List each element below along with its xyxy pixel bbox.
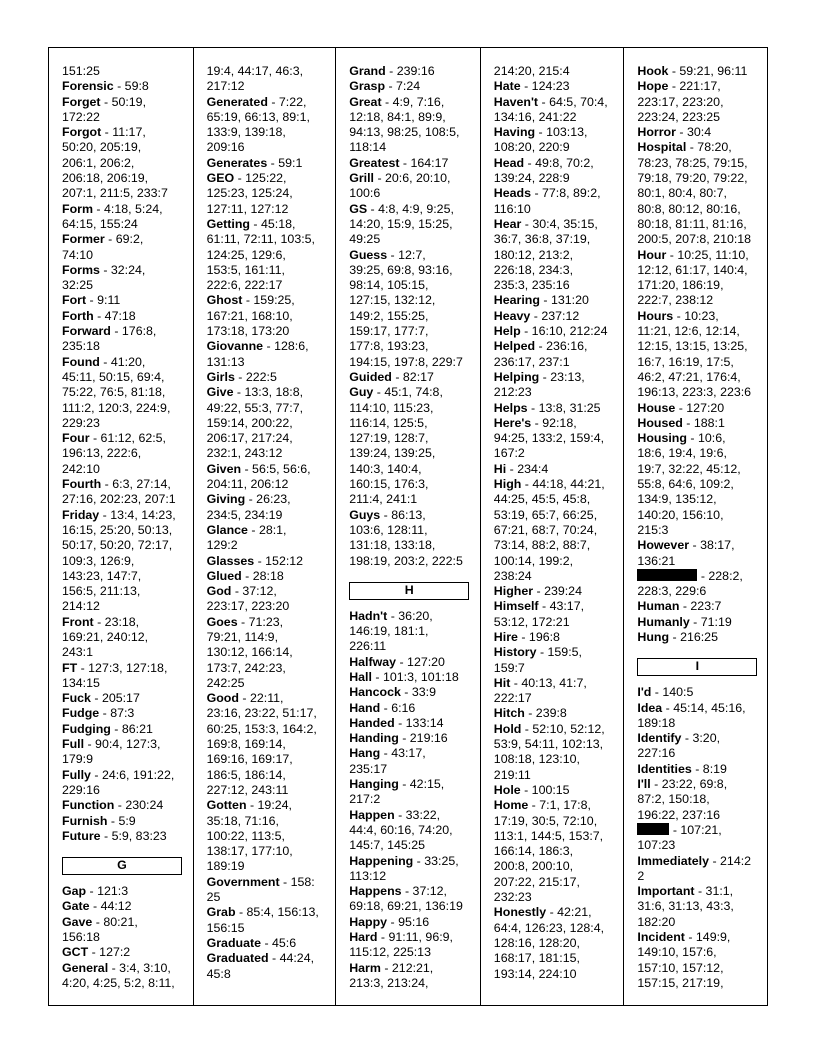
index-entry: Hope - 221:17, 223:17, 223:20, 223:24, 223:25 xyxy=(637,79,724,124)
index-term: History xyxy=(493,645,537,660)
index-entry: Given - 56:5, 56:6, 204:11, 206:12 xyxy=(206,461,311,492)
index-term: Housed xyxy=(637,415,683,430)
index-entry: Fully - 24:6, 191:22, 229:16 xyxy=(62,767,175,797)
index-entry: 19:4, 44:17, 46:3, 217:12 xyxy=(206,64,304,94)
index-term: Hour xyxy=(637,247,667,262)
index-term: Fully xyxy=(62,767,91,782)
index-term: Forgot xyxy=(62,125,102,140)
index-entry: Hall - 101:3, 101:18 xyxy=(349,669,459,684)
index-term: Front xyxy=(62,614,94,629)
index-term: Hi xyxy=(493,461,507,476)
index-entry: Himself - 43:17, 53:12, 172:21 xyxy=(493,599,585,629)
index-term: Great xyxy=(349,94,382,109)
index-entry: Girls - 222:5 xyxy=(206,369,277,384)
index-term: I'd xyxy=(637,685,652,700)
index-term: Having xyxy=(493,125,536,140)
index-term: Hole xyxy=(493,782,521,797)
index-entry: Hate - 124:23 xyxy=(493,79,570,94)
index-entry: Fudge - 87:3 xyxy=(62,706,135,721)
index-term: GEO xyxy=(206,171,235,186)
index-entry: Here's - 92:18, 94:25, 133:2, 159:4, 167:2 xyxy=(493,415,605,461)
index-term: Gave xyxy=(62,914,93,929)
index-term: Fourth xyxy=(62,477,102,492)
index-entry: Hang - 43:17, 235:17 xyxy=(349,746,426,776)
index-entry: Forth - 47:18 xyxy=(62,308,136,323)
index-entry: Government - 158: 25 xyxy=(206,874,315,905)
index-term: Honestly xyxy=(493,905,547,920)
index-entry: Function - 230:24 xyxy=(62,798,164,813)
index-entry: 151:25 xyxy=(62,64,100,78)
index-entry: Hi - 234:4 xyxy=(493,461,549,476)
index-term: Fudge xyxy=(62,706,100,721)
index-entry: Greatest - 164:17 xyxy=(349,155,449,170)
index-entry: Ghost - 159:25, 167:21, 168:10, 173:18, 173:20 xyxy=(206,293,295,339)
index-entry: Higher - 239:24 xyxy=(493,584,582,599)
index-term: Gap xyxy=(62,884,87,899)
index-term: Four xyxy=(62,431,90,446)
index-entry: Fudging - 86:21 xyxy=(62,721,153,736)
index-entry: Hospital - 78:20, 78:23, 78:25, 79:15, 79:18, 79:20, 79:22, 80:1, 80:4, 80:7, 80:8, 80:12, 80:16, 80:18, 81:11, 81:16, 200:5, 207:8, 210:18 xyxy=(637,140,752,247)
index-term: Idea xyxy=(637,700,663,715)
index-column-1 xyxy=(49,48,193,1005)
index-term: Forms xyxy=(62,262,100,277)
index-term: Horror xyxy=(637,125,676,140)
index-term: Hall xyxy=(349,669,372,684)
index-term: Happy xyxy=(349,914,388,929)
index-term: Handed xyxy=(349,715,395,730)
index-entry: Grill - 20:6, 20:10, 100:6 xyxy=(349,171,451,201)
index-entry: - 107:21, 107:23 xyxy=(637,822,722,853)
index-entry: Form - 4:18, 5:24, 64:15, 155:24 xyxy=(62,201,163,231)
index-term: Gotten xyxy=(206,798,247,813)
index-term: Graduate xyxy=(206,935,261,950)
index-term: Getting xyxy=(206,216,250,231)
index-term: Government xyxy=(206,874,280,889)
index-term: Ghost xyxy=(206,293,243,308)
index-entry: Gap - 121:3 xyxy=(62,884,129,899)
index-entry: Hung - 216:25 xyxy=(637,629,718,644)
index-term: Fudging xyxy=(62,721,111,736)
index-entry: Heavy - 237:12 xyxy=(493,308,580,323)
index-term: Happening xyxy=(349,853,414,868)
index-entry: Giving - 26:23, 234:5, 234:19 xyxy=(206,492,291,522)
index-term: Future xyxy=(62,828,101,843)
index-entry: Glance - 28:1, 129:2 xyxy=(206,522,287,553)
index-entry: However - 38:17, 136:21 xyxy=(637,538,735,568)
index-term: God xyxy=(206,584,232,599)
index-term: Hanging xyxy=(349,777,399,792)
index-term: Generated xyxy=(206,94,268,109)
index-term: Hancock xyxy=(349,685,401,700)
index-term: Identify xyxy=(637,731,682,746)
index-term: Home xyxy=(493,798,529,813)
index-term: Full xyxy=(62,737,85,752)
index-entry: Glasses - 152:12 xyxy=(206,553,304,568)
index-term: Hard xyxy=(349,930,378,945)
index-entry: Help - 16:10, 212:24 xyxy=(493,324,608,339)
index-term: Grill xyxy=(349,171,374,186)
index-entry: Helps - 13:8, 31:25 xyxy=(493,400,601,415)
index-term: Hung xyxy=(637,629,670,644)
index-entry: Forget - 50:19, 172:22 xyxy=(62,94,147,124)
index-entry: Former - 69:2, 74:10 xyxy=(62,232,144,262)
index-entry: Handed - 133:14 xyxy=(349,715,444,730)
index-entry: Forward - 176:8, 235:18 xyxy=(62,324,157,354)
index-entry: Goes - 71:23, 79:21, 114:9, 130:12, 166:14, 173:7, 242:23, 242:25 xyxy=(206,614,293,690)
section-letter-header: G xyxy=(62,857,182,875)
index-entry: Hanging - 42:15, 217:2 xyxy=(349,777,445,807)
index-entry: Forgot - 11:17, 50:20, 205:19, 206:1, 206:2, 206:18, 206:19, 207:1, 211:5, 233:7 xyxy=(62,125,168,201)
index-term: Hours xyxy=(637,308,674,323)
index-term: Fuck xyxy=(62,691,91,706)
index-entry: FT - 127:3, 127:18, 134:15 xyxy=(62,660,168,690)
index-entry: Home - 7:1, 17:8, 17:19, 30:5, 72:10, 113:1, 144:5, 153:7, 166:14, 186:3, 200:8, 200:10, 207:22, 215:17, 232:23 xyxy=(493,798,604,905)
index-entry: Harm - 212:21, 213:3, 213:24, xyxy=(349,960,434,990)
index-term: Fort xyxy=(62,293,87,308)
index-entry: Hear - 30:4, 35:15, 36:7, 36:8, 37:19, 180:12, 213:2, 226:18, 234:3, 235:3, 235:16 xyxy=(493,216,598,293)
index-entry: Fuck - 205:17 xyxy=(62,691,140,706)
index-term: Hold xyxy=(493,721,522,736)
index-entry: GS - 4:8, 4:9, 9:25, 14:20, 15:9, 15:25, 49:25 xyxy=(349,201,454,247)
index-term: Halfway xyxy=(349,654,397,669)
index-entry: Haven't - 64:5, 70:4, 134:16, 241:22 xyxy=(493,94,608,124)
index-entry: Full - 90:4, 127:3, 179:9 xyxy=(62,737,161,767)
index-term: Hit xyxy=(493,675,511,690)
index-term: Harm xyxy=(349,960,381,975)
index-term: Humanly xyxy=(637,614,690,629)
index-term: Help xyxy=(493,324,521,339)
index-entry: Hard - 91:11, 96:9, 115:12, 225:13 xyxy=(349,930,453,960)
index-entry: Four - 61:12, 62:5, 196:13, 222:6, 242:10 xyxy=(62,431,166,476)
index-entry: Forensic - 59:8 xyxy=(62,79,149,94)
index-entry: General - 3:4, 3:10, 4:20, 4:25, 5:2, 8:11, xyxy=(62,960,175,990)
index-entry: Grab - 85:4, 156:13, 156:15 xyxy=(206,905,319,935)
index-page-frame xyxy=(48,47,768,1006)
index-column-5 xyxy=(623,48,767,1005)
index-term: Function xyxy=(62,798,115,813)
redaction-block xyxy=(637,823,669,835)
index-entry: Gave - 80:21, 156:18 xyxy=(62,914,138,945)
index-entry: Happens - 37:12, 69:18, 69:21, 136:19 xyxy=(349,884,463,914)
index-entry: Hitch - 239:8 xyxy=(493,706,567,721)
index-term: Higher xyxy=(493,584,534,599)
index-term: However xyxy=(637,538,690,553)
index-entry: Hand - 6:16 xyxy=(349,700,416,715)
index-term: Forward xyxy=(62,324,111,339)
index-term: Give xyxy=(206,385,234,400)
index-entry: Handing - 219:16 xyxy=(349,731,448,746)
index-entry: Happening - 33:25, 113:12 xyxy=(349,853,459,883)
index-term: Happen xyxy=(349,807,395,822)
index-entry: Hour - 10:25, 11:10, 12:12, 61:17, 140:4, 171:20, 186:19, 222:7, 238:12 xyxy=(637,247,749,308)
index-term: Giovanne xyxy=(206,339,264,354)
index-term: Hope xyxy=(637,79,669,94)
index-entry: Happen - 33:22, 44:4, 60:16, 74:20, 145:7, 145:25 xyxy=(349,807,453,853)
index-entry: Human - 223:7 xyxy=(637,599,722,614)
index-entry: - 228:2, 228:3, 229:6 xyxy=(637,568,743,599)
index-term: House xyxy=(637,400,676,415)
index-term: Good xyxy=(206,691,239,706)
index-entry: High - 44:18, 44:21, 44:25, 45:5, 45:8, 53:19, 65:7, 66:25, 67:21, 68:7, 70:24, 73:14, 88:2, 88:7, 100:14, 199:2, 238:24 xyxy=(493,477,605,583)
index-term: Identities xyxy=(637,761,692,776)
index-term: Helps xyxy=(493,400,528,415)
index-entry: Hold - 52:10, 52:12, 53:9, 54:11, 102:13, 108:18, 123:10, 219:11 xyxy=(493,721,605,782)
index-term: Girls xyxy=(206,369,235,384)
index-term: Hearing xyxy=(493,293,540,308)
index-term: GCT xyxy=(62,945,89,960)
index-entry: I'll - 23:22, 69:8, 87:2, 150:18, 196:22, 237:16 xyxy=(637,777,728,822)
index-entry: Generates - 59:1 xyxy=(206,155,303,170)
index-entry: Heads - 77:8, 89:2, 116:10 xyxy=(493,186,601,216)
index-term: Haven't xyxy=(493,94,539,109)
index-term: High xyxy=(493,477,522,492)
index-entry: Found - 41:20, 45:11, 50:15, 69:4, 75:22, 76:5, 81:18, 111:2, 120:3, 224:9, 229:23 xyxy=(62,354,171,430)
index-term: Incident xyxy=(637,930,685,945)
index-entry: Graduate - 45:6 xyxy=(206,935,297,950)
index-term: Hate xyxy=(493,79,521,94)
section-letter-header: H xyxy=(349,582,469,600)
index-entry: Hook - 59:21, 96:11 xyxy=(637,64,748,78)
index-term: Handing xyxy=(349,731,399,746)
index-entry: God - 37:12, 223:17, 223:20 xyxy=(206,584,290,614)
index-entry: Getting - 45:18, 61:11, 72:11, 103:5, 124:25, 129:6, 153:5, 161:11, 222:6, 222:17 xyxy=(206,216,315,293)
index-term: Grand xyxy=(349,64,386,78)
index-column-3 xyxy=(335,48,480,1005)
index-term: Forget xyxy=(62,94,101,109)
index-entry: Important - 31:1, 31:6, 31:13, 43:3, 182:20 xyxy=(637,884,734,929)
index-entry: Idea - 45:14, 45:16, 189:18 xyxy=(637,700,746,730)
index-term: Hear xyxy=(493,216,522,231)
index-entry: History - 159:5, 159:7 xyxy=(493,645,582,675)
index-term: Hadn't xyxy=(349,608,388,623)
index-entry: Helped - 236:16, 236:17, 237:1 xyxy=(493,339,588,369)
index-entry: Head - 49:8, 70:2, 139:24, 228:9 xyxy=(493,155,594,186)
index-column-4 xyxy=(480,48,624,1005)
index-term: Glasses xyxy=(206,553,255,568)
index-entry: Housing - 10:6, 18:6, 19:4, 19:6, 19:7, 32:22, 45:12, 55:8, 64:6, 109:2, 134:9, 135:12, 140:20, 156:10, 215:3 xyxy=(637,431,741,537)
index-term: GS xyxy=(349,201,368,216)
index-term: Helping xyxy=(493,369,540,384)
index-term: Immediately xyxy=(637,853,710,868)
index-entry: Guided - 82:17 xyxy=(349,369,434,384)
index-term: Hitch xyxy=(493,706,525,721)
index-entry: Graduated - 44:24, 45:8 xyxy=(206,951,315,981)
index-entry: Happy - 95:16 xyxy=(349,914,430,929)
index-entry: Giovanne - 128:6, 131:13 xyxy=(206,339,309,369)
index-entry: Hancock - 33:9 xyxy=(349,685,436,700)
index-entry: Gate - 44:12 xyxy=(62,899,132,914)
index-entry: Glued - 28:18 xyxy=(206,568,284,583)
index-entry: Identify - 3:20, 227:16 xyxy=(637,731,721,761)
section-letter-header: I xyxy=(637,658,757,676)
index-entry: House - 127:20 xyxy=(637,400,725,415)
index-entry: 214:20, 215:4 xyxy=(493,64,570,78)
index-term: Found xyxy=(62,354,100,369)
index-entry: Guess - 12:7, 39:25, 69:8, 93:16, 98:14, 105:15, 127:15, 132:12, 149:2, 155:25, 159:17, 177:7, 177:8, 193:23, 194:15, 197:8, 229:7 xyxy=(349,247,463,369)
index-entry: Gotten - 19:24, 35:18, 71:16, 100:22, 113:5, 138:17, 177:10, 189:19 xyxy=(206,798,293,874)
index-entry: Hadn't - 36:20, 146:19, 181:1, 226:11 xyxy=(349,608,433,654)
index-term: Heavy xyxy=(493,308,531,323)
index-term: Graduated xyxy=(206,951,269,966)
index-entry: Good - 22:11, 23:16, 23:22, 51:17, 60:25, 153:3, 164:2, 169:8, 169:14, 169:16, 169:17, 186:5, 186:14, 227:12, 243:11 xyxy=(206,691,317,797)
index-term: Glance xyxy=(206,522,248,537)
index-entry: GCT - 127:2 xyxy=(62,945,131,960)
index-term: Glued xyxy=(206,568,242,583)
index-term: Generates xyxy=(206,155,268,170)
index-entry: Forms - 32:24, 32:25 xyxy=(62,262,146,293)
index-entry: I'd - 140:5 xyxy=(637,685,694,700)
redaction-block xyxy=(637,569,697,581)
index-term: Guided xyxy=(349,369,392,384)
index-term: Happens xyxy=(349,884,402,899)
index-term: Here's xyxy=(493,415,532,430)
index-term: Helped xyxy=(493,339,536,354)
index-term: Goes xyxy=(206,614,238,629)
index-entry: Identities - 8:19 xyxy=(637,761,727,776)
index-term: I'll xyxy=(637,777,651,792)
index-entry: Halfway - 127:20 xyxy=(349,654,445,669)
index-entry: Hit - 40:13, 41:7, 222:17 xyxy=(493,675,587,706)
index-term: Guess xyxy=(349,247,388,262)
index-term: Guy xyxy=(349,385,374,400)
index-entry: Hours - 10:23, 11:21, 12:6, 12:14, 12:15, 13:15, 13:25, 16:7, 16:19, 17:5, 46:2, 47:21, 176:4, 196:13, 223:3, 223:6 xyxy=(637,308,752,400)
index-term: Head xyxy=(493,155,525,170)
index-term: Heads xyxy=(493,186,531,201)
index-entry: Friday - 13:4, 14:23, 16:15, 25:20, 50:13, 50:17, 50:20, 72:17, 109:3, 126:9, 143:23, 147:7, 156:5, 211:13, 214:12 xyxy=(62,507,176,614)
index-entry: Honestly - 42:21, 64:4, 126:23, 128:4, 128:16, 128:20, 168:17, 181:15, 193:14, 224:10 xyxy=(493,905,605,981)
index-entry: Fort - 9:11 xyxy=(62,293,121,308)
index-term: Human xyxy=(637,599,680,614)
index-entry: Grasp - 7:24 xyxy=(349,79,421,94)
index-column-2 xyxy=(193,48,336,1005)
index-term: Furnish xyxy=(62,813,108,828)
index-term: Friday xyxy=(62,507,100,522)
index-entry: Guy - 45:1, 74:8, 114:10, 115:23, 116:14, 125:5, 127:19, 128:7, 139:24, 139:25, 140:3, 140:4, 160:15, 176:3, 211:4, 241:1 xyxy=(349,385,443,507)
index-term: Important xyxy=(637,884,695,899)
index-entry: Incident - 149:9, 149:10, 157:6, 157:10, 157:12, 157:15, 217:19, xyxy=(637,930,731,990)
index-entry: Generated - 7:22, 65:19, 66:13, 89:1, 133:9, 139:18, 209:16 xyxy=(206,94,310,155)
index-entry: Hire - 196:8 xyxy=(493,629,560,644)
index-entry: Fourth - 6:3, 27:14, 27:16, 202:23, 207:1 xyxy=(62,477,176,507)
index-term: Greatest xyxy=(349,155,400,170)
index-term: Hire xyxy=(493,629,518,644)
index-entry: Hearing - 131:20 xyxy=(493,293,589,308)
index-term: FT xyxy=(62,660,78,675)
index-entry: Grand - 239:16 xyxy=(349,64,435,78)
index-entry: Hole - 100:15 xyxy=(493,782,570,797)
index-term: Housing xyxy=(637,431,687,446)
index-term: Form xyxy=(62,201,93,216)
index-entry: Housed - 188:1 xyxy=(637,415,725,430)
index-entry: GEO - 125:22, 125:23, 125:24, 127:11, 127:12 xyxy=(206,171,293,216)
index-term: Gate xyxy=(62,899,90,914)
index-entry: Having - 103:13, 108:20, 220:9 xyxy=(493,125,588,155)
index-term: Hospital xyxy=(637,140,687,155)
index-term: Hang xyxy=(349,746,381,761)
index-term: Grab xyxy=(206,905,236,920)
index-term: Former xyxy=(62,232,105,247)
index-entry: Immediately - 214:2 2 xyxy=(637,853,752,883)
index-term: General xyxy=(62,960,109,975)
index-term: Given xyxy=(206,461,242,476)
index-term: Forth xyxy=(62,308,94,323)
index-term: Giving xyxy=(206,492,246,507)
index-term: Forensic xyxy=(62,79,114,94)
index-entry: Great - 4:9, 7:16, 12:18, 84:1, 89:9, 94:13, 98:25, 108:5, 118:14 xyxy=(349,94,460,155)
index-entry: Humanly - 71:19 xyxy=(637,614,732,629)
index-term: Hand xyxy=(349,700,381,715)
index-entry: Helping - 23:13, 212:23 xyxy=(493,369,585,400)
index-term: Himself xyxy=(493,599,539,614)
index-entry: Front - 23:18, 169:21, 240:12, 243:1 xyxy=(62,614,149,660)
index-entry: Guys - 86:13, 103:6, 128:11, 131:18, 133:18, 198:19, 203:2, 222:5 xyxy=(349,507,463,568)
index-entry: Horror - 30:4 xyxy=(637,125,712,140)
index-term: Guys xyxy=(349,507,381,522)
index-term: Hook xyxy=(637,64,669,78)
index-entry: Future - 5:9, 83:23 xyxy=(62,828,167,843)
index-entry: Give - 13:3, 18:8, 49:22, 55:3, 77:7, 159:14, 200:22, 206:17, 217:24, 232:1, 243:12 xyxy=(206,385,304,461)
index-entry: Furnish - 5:9 xyxy=(62,813,136,828)
index-term: Grasp xyxy=(349,79,386,94)
